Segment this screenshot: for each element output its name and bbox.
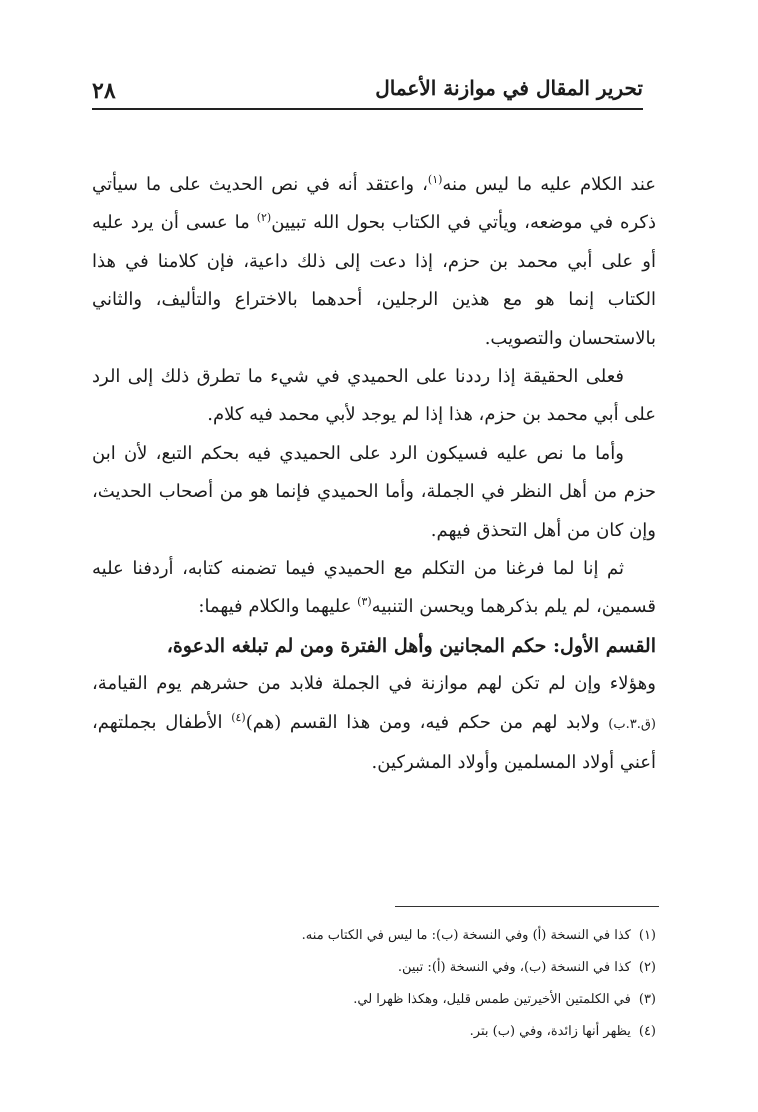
text-run: ثم إنا لما فرغنا من التكلم مع الحميدي فيما تضمنه كتابه، أردفنا عليه قسمين، لم يلم بذكرهما ويحسن التنبيه (92, 558, 656, 618)
footnote-marker-4[interactable]: (٤) (231, 710, 246, 724)
header-rule (92, 108, 643, 110)
footnote-number: (٢) (638, 960, 656, 975)
footnote-4 (92, 1016, 656, 1048)
manuscript-folio-ref: (ق.٣.ب) (608, 716, 656, 732)
footnote-number: (٤) (638, 1024, 656, 1039)
footnote-text: في الكلمتين الأخيرتين طمس قليل، وهكذا ظهرا لي. (353, 992, 631, 1007)
text-run: عند الكلام عليه ما ليس منه (442, 174, 656, 195)
footnote-1 (92, 920, 656, 952)
page-number: ٢٨ (92, 78, 116, 104)
footnote-number: (٣) (638, 992, 656, 1007)
text-run: وهؤلاء وإن لم تكن لهم موازنة في الجملة فلابد من حشرهم يوم القيامة، (92, 673, 656, 695)
footnote-text: كذا في النسخة (أ) وفي النسخة (ب): ما ليس في الكتاب منه. (301, 928, 631, 943)
paragraph-2: فعلى الحقيقة إذا رددنا على الحميدي في شيء ما تطرق ذلك إلى الرد على أبي محمد بن حزم، هذا إذا لم يوجد لأبي محمد فيه كلام. (92, 366, 656, 426)
paragraph-5 (92, 665, 656, 782)
footnote-marker-3[interactable]: (٣) (357, 595, 372, 609)
footnote-text: يظهر أنها زائدة، وفي (ب) بتر. (469, 1024, 631, 1039)
paragraph-3: وأما ما نص عليه فسيكون الرد على الحميدي فيه بحكم التبع، لأن ابن حزم من أهل النظر في الجملة، وأما الحميدي فإنما هو من أصحاب الحديث، وإن كان من أهل التحذق فيهم. (92, 442, 656, 541)
main-text (92, 166, 656, 783)
footnote-2 (92, 952, 656, 984)
text-run: عليهما والكلام فيهما: (198, 596, 358, 618)
footnote-separator (395, 906, 659, 907)
footnote-marker-2[interactable]: (٢) (256, 211, 272, 225)
footnote-number: (١) (638, 928, 656, 943)
text-run: ولابد لهم من حكم فيه، ومن هذا القسم (هم) (245, 711, 609, 733)
paragraph-1 (92, 166, 656, 358)
text-run: الأطفال بجملتهم، أعني أولاد المسلمين وأولاد المشركين. (92, 711, 656, 774)
running-title: تحرير المقال في موازنة الأعمال (375, 76, 643, 100)
text-run: ، واعتقد أنه في نص الحديث على ما سيأتي ذكره في موضعه، ويأتي في الكتاب بحول الله تبيين (92, 174, 656, 234)
paragraph-4 (92, 550, 656, 627)
page-header (92, 72, 643, 110)
footnotes (92, 920, 656, 1048)
footnote-text: كذا في النسخة (ب)، وفي النسخة (أ): تبين. (397, 960, 631, 975)
footnote-3 (92, 984, 656, 1016)
section-heading: القسم الأول: حكم المجانين وأهل الفترة ومن لم تبلغه الدعوة، (166, 634, 656, 657)
footnote-marker-1[interactable]: (١) (427, 173, 443, 186)
text-run: ما عسى أن يرد عليه أو على أبي محمد بن حزم، إذا دعت إلى ذلك داعية، فإن كلامنا في هذا الكتاب إنما هو مع هذين الرجلين، أحدهما بالاختراع والتأليف، والثاني بالاستحسان والتصويب. (92, 212, 656, 349)
